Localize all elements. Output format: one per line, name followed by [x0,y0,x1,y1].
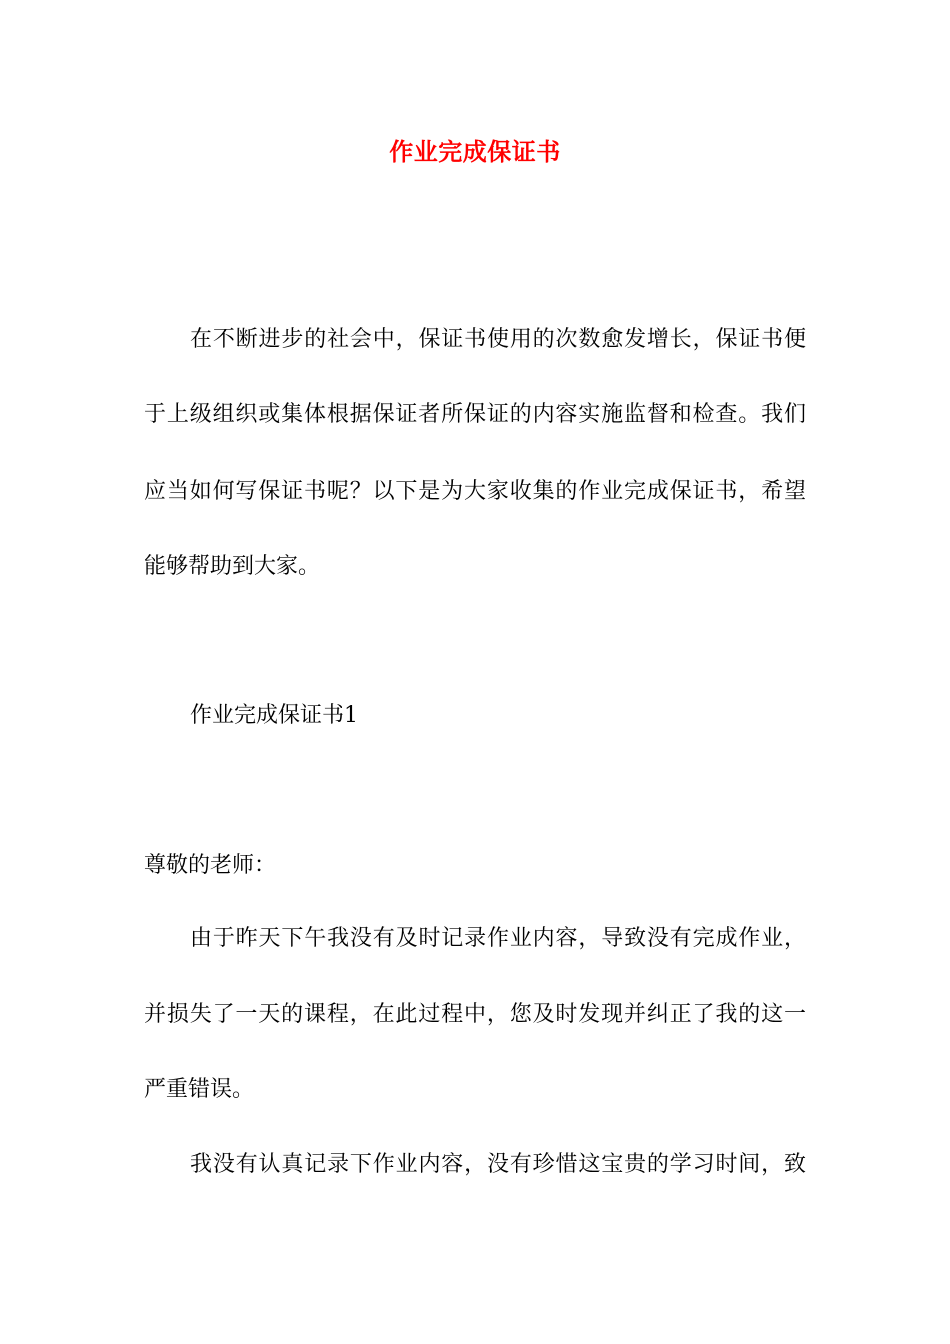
intro-line-3: 应当如何写保证书呢？以下是为大家收集的作业完成保证书，希望 [144,479,806,504]
salutation: 尊敬的老师： [144,853,277,878]
paragraph-1-line-3: 严重错误。 [144,1077,255,1102]
intro-line-1: 在不断进步的社会中，保证书使用的次数愈发增长，保证书便 [190,327,806,352]
paragraph-1-line-1: 由于昨天下午我没有及时记录作业内容，导致没有完成作业， [190,926,806,951]
intro-line-2: 于上级组织或集体根据保证者所保证的内容实施监督和检查。我们 [144,402,806,427]
intro-line-4: 能够帮助到大家。 [144,554,321,579]
document-title: 作业完成保证书 [389,137,561,166]
paragraph-1-line-2: 并损失了一天的课程，在此过程中，您及时发现并纠正了我的这一 [144,1002,806,1027]
paragraph-2-line-1: 我没有认真记录下作业内容，没有珍惜这宝贵的学习时间，致 [190,1152,806,1177]
section-heading: 作业完成保证书1 [190,703,358,728]
